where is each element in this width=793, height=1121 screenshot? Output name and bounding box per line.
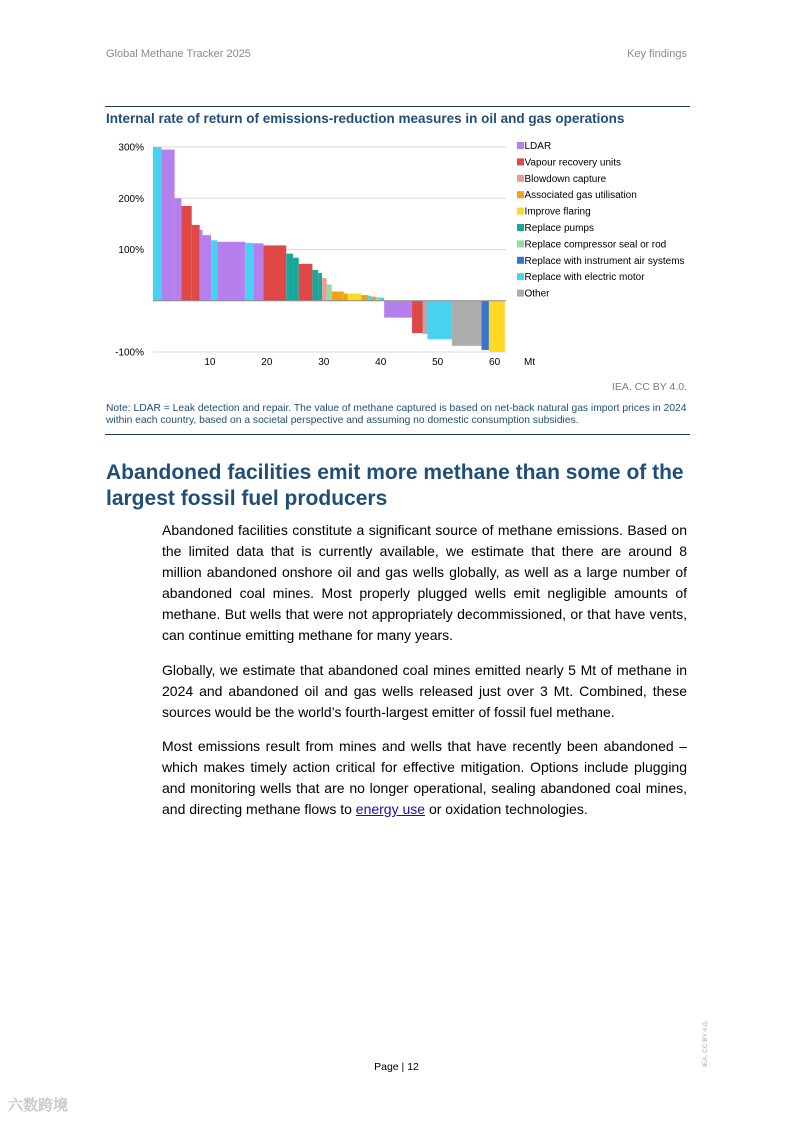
y-tick-label: 300% [118,142,144,154]
watermark-logo: 六数跨境 [8,1097,69,1114]
legend-label-motor: Replace with electric motor [524,272,645,284]
bar-motor [368,296,371,301]
bar-pumps [293,258,299,301]
bar-compressor [327,284,332,300]
bar-vapour [299,264,313,301]
irr-chart [105,136,695,372]
page-number: Page | 12 [374,1061,419,1073]
bar-other [452,301,482,346]
bar-associated [361,295,368,301]
x-tick-label: 50 [432,357,444,368]
paragraph-abandoned-facilities: Abandoned facilities constitute a significant source of methane emissions. Based on the limited data that is currently available, we estimate that there are around 8 million abandoned onshore oil and gas wells globally, as well as a large number of abandoned coal mines. Most properly plugged wells emit negligible amounts of methane. But wells that were not appropriately decommissioned, or that have vents, can continue emitting methane for many years. [162,522,687,643]
bar-vapour [181,206,191,301]
x-tick-label: 10 [204,357,216,368]
legend-swatch-compressor [517,240,524,247]
bar-instrument [482,301,489,350]
bar-pumps [312,270,318,301]
figure-credit: IEA. CC BY 4.0. [611,381,687,393]
bar-ldar [200,230,203,301]
bar-other [423,301,428,334]
y-tick-label: 100% [118,245,144,256]
bar-ldar [384,301,412,318]
legend-swatch-associated [517,191,524,198]
legend-swatch-instrument [517,257,524,264]
side-credit: IEA. CC BY 4.0. [702,1020,709,1067]
bar-associated [371,297,376,301]
y-tick-label: 200% [118,193,144,205]
chart-legend [517,141,685,300]
running-head-title: Global Methane Tracker 2025 [106,48,251,60]
x-axis-label: Mt [524,357,536,368]
bar-compressor [376,297,379,301]
legend-label-pumps: Replace pumps [524,223,594,234]
energy-use-link[interactable]: energy use [355,801,426,817]
y-tick-label: -100% [115,347,144,359]
bar-pumps [318,273,322,301]
legend-label-instrument: Replace with instrument air systems [524,255,685,267]
bar-blowdown [322,278,327,301]
legend-swatch-motor [517,273,524,280]
bar-flaring [489,301,505,352]
bar-vapour [192,225,200,301]
bar-associated [344,294,348,301]
running-head-section: Key findings [627,48,687,60]
x-tick-label: 60 [489,357,501,368]
paragraph-mitigation-text-after: or oxidation technologies. [425,801,588,817]
paragraph-mitigation-text-before: Most emissions result from mines and wells that have recently been abandoned – which makes timely action critical for effective mitigation. Options include plugging and monitoring wells that are no longer operational, sealing abandoned coal mines, and directing methane flows to [162,738,687,817]
legend-swatch-flaring [517,208,524,215]
paragraph-mitigation [162,736,687,820]
legend-label-compressor: Replace compressor seal or rod [524,239,667,251]
bar-ldar [253,243,263,300]
x-tick-label: 30 [318,357,330,368]
figure-note: Note: LDAR = Leak detection and repair. The value of methane captured is based on net-back natural gas import prices in 2024 within each country, based on a societal perspective and assuming no domestic consumption subsidies. [106,403,687,426]
legend-label-associated: Associated gas utilisation [524,190,637,202]
bar-flaring [348,294,362,301]
bar-associated [332,292,344,301]
bar-vapour [263,245,286,300]
legend-swatch-ldar [517,142,524,149]
bar-motor [153,147,162,301]
bar-ldar [162,150,175,301]
bar-motor [427,301,451,339]
bar-motor [245,243,253,301]
legend-label-vapour: Vapour recovery units [524,157,622,169]
bar-pumps [286,254,293,301]
legend-label-other: Other [524,288,550,300]
legend-swatch-blowdown [517,175,524,182]
legend-swatch-vapour [517,158,524,165]
figure-top-rule [105,106,690,107]
bar-ldar [203,235,212,301]
paragraph-global-estimate: Globally, we estimate that abandoned coal mines emitted nearly 5 Mt of methane in 2024 and abandoned oil and gas wells released just over 3 Mt. Combined, these sources would be the world’s fourth-largest emitter of fossil fuel methane. [162,662,687,720]
figure-title: Internal rate of return of emissions-reduction measures in oil and gas operations [106,111,625,126]
bar-ldar [175,198,182,301]
x-tick-label: 20 [261,357,273,368]
bar-ldar [217,242,245,301]
legend-label-flaring: Improve flaring [524,206,591,218]
section-heading: Abandoned facilities emit more methane than some of the largest fossil fuel producers [106,461,684,510]
bar-vapour [412,301,423,333]
bar-motor [211,240,217,300]
x-tick-label: 40 [375,357,387,368]
legend-label-ldar: LDAR [524,141,552,152]
legend-swatch-other [517,290,524,297]
legend-label-blowdown: Blowdown capture [524,173,607,185]
legend-swatch-pumps [517,224,524,231]
figure-bottom-rule [105,434,690,435]
